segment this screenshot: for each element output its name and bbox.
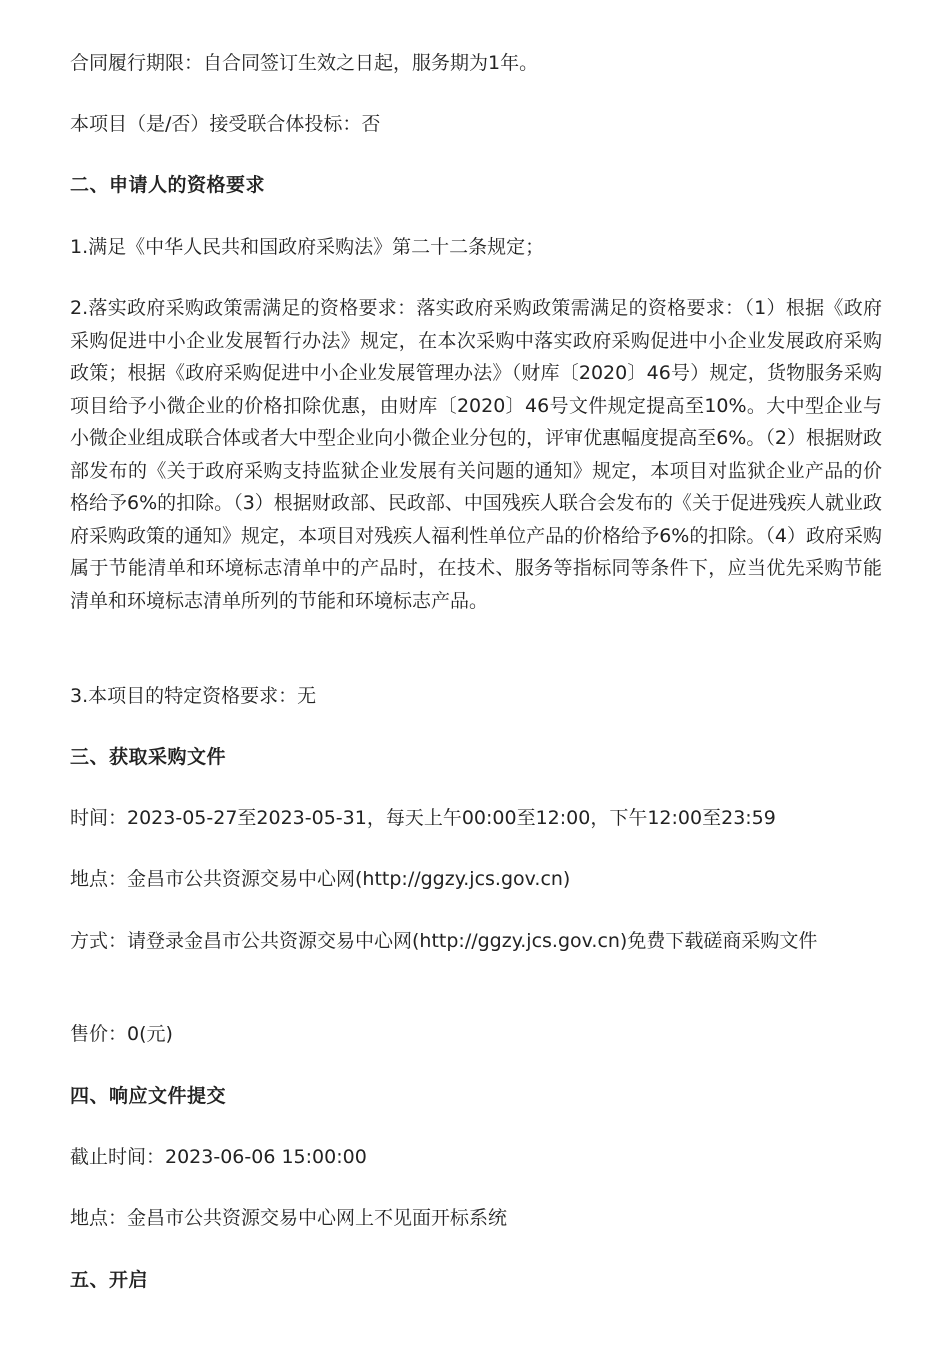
obtain-place-text: 地点：金昌市公共资源交易中心网(http://ggzy.jcs.gov.cn) xyxy=(70,868,571,890)
submission-deadline-text: 截止时间：2023-06-06 15:00:00 xyxy=(70,1146,367,1168)
obtain-method-text: 方式：请登录金昌市公共资源交易中心网(http://ggzy.jcs.gov.cn)免费下载磋商采购文件 xyxy=(70,930,818,952)
section-heading-submission: 四、响应文件提交 xyxy=(70,1085,227,1107)
obtain-time-text: 时间：2023-05-27至2023-05-31，每天上午00:00至12:00，下午12:00至23:59 xyxy=(70,807,776,829)
submission-place-text: 地点：金昌市公共资源交易中心网上不见面开标系统 xyxy=(70,1207,508,1229)
qualification-item-3: 3.本项目的特定资格要求：无 xyxy=(70,685,317,707)
document-price-text: 售价：0(元) xyxy=(70,1023,173,1045)
section-heading-opening: 五、开启 xyxy=(70,1269,149,1291)
section-heading-obtain-documents: 三、获取采购文件 xyxy=(70,746,227,768)
qualification-item-1: 1.满足《中华人民共和国政府采购法》第二十二条规定； xyxy=(70,236,545,258)
consortium-text: 本项目（是/否）接受联合体投标：否 xyxy=(70,113,381,135)
section-heading-qualifications: 二、申请人的资格要求 xyxy=(70,174,266,196)
qualification-item-2: 2.落实政府采购政策需满足的资格要求：落实政府采购政策需满足的资格要求：（1）根据《政府采购促进中小企业发展暂行办法》规定，在本次采购中落实政府采购促进中小企业发展政府采购政策；根据《政府采购促进中小企业发展管理办法》（财库〔2020〕46号）规定，货物服务采购项目给予小微企业的价格扣除优惠，由财库〔2020〕46号文件规定提高至10%。大中型企业与小微企业组成联合体或者大中型企业向小微企业分包的，评审优惠幅度提高至6%。（2）根据财政部发布的《关于政府采购支持监狱企业发展有关问题的通知》规定，本项目对监狱企业产品的价格给予6%的扣除。（3）根据财政部、民政部、中国残疾人联合会发布的《关于促进残疾人就业政府采购政策的通知》规定，本项目对残疾人福利性单位产品的价格给予6%的扣除。（4）政府采购属于节能清单和环境标志清单中的产品时，在技术、服务等指标同等条件下，应当优先采购节能清单和环境标志清单所列的节能和环境标志产品。 xyxy=(70,297,882,612)
contract-period-text: 合同履行期限：自合同签订生效之日起，服务期为1年。 xyxy=(70,52,539,74)
